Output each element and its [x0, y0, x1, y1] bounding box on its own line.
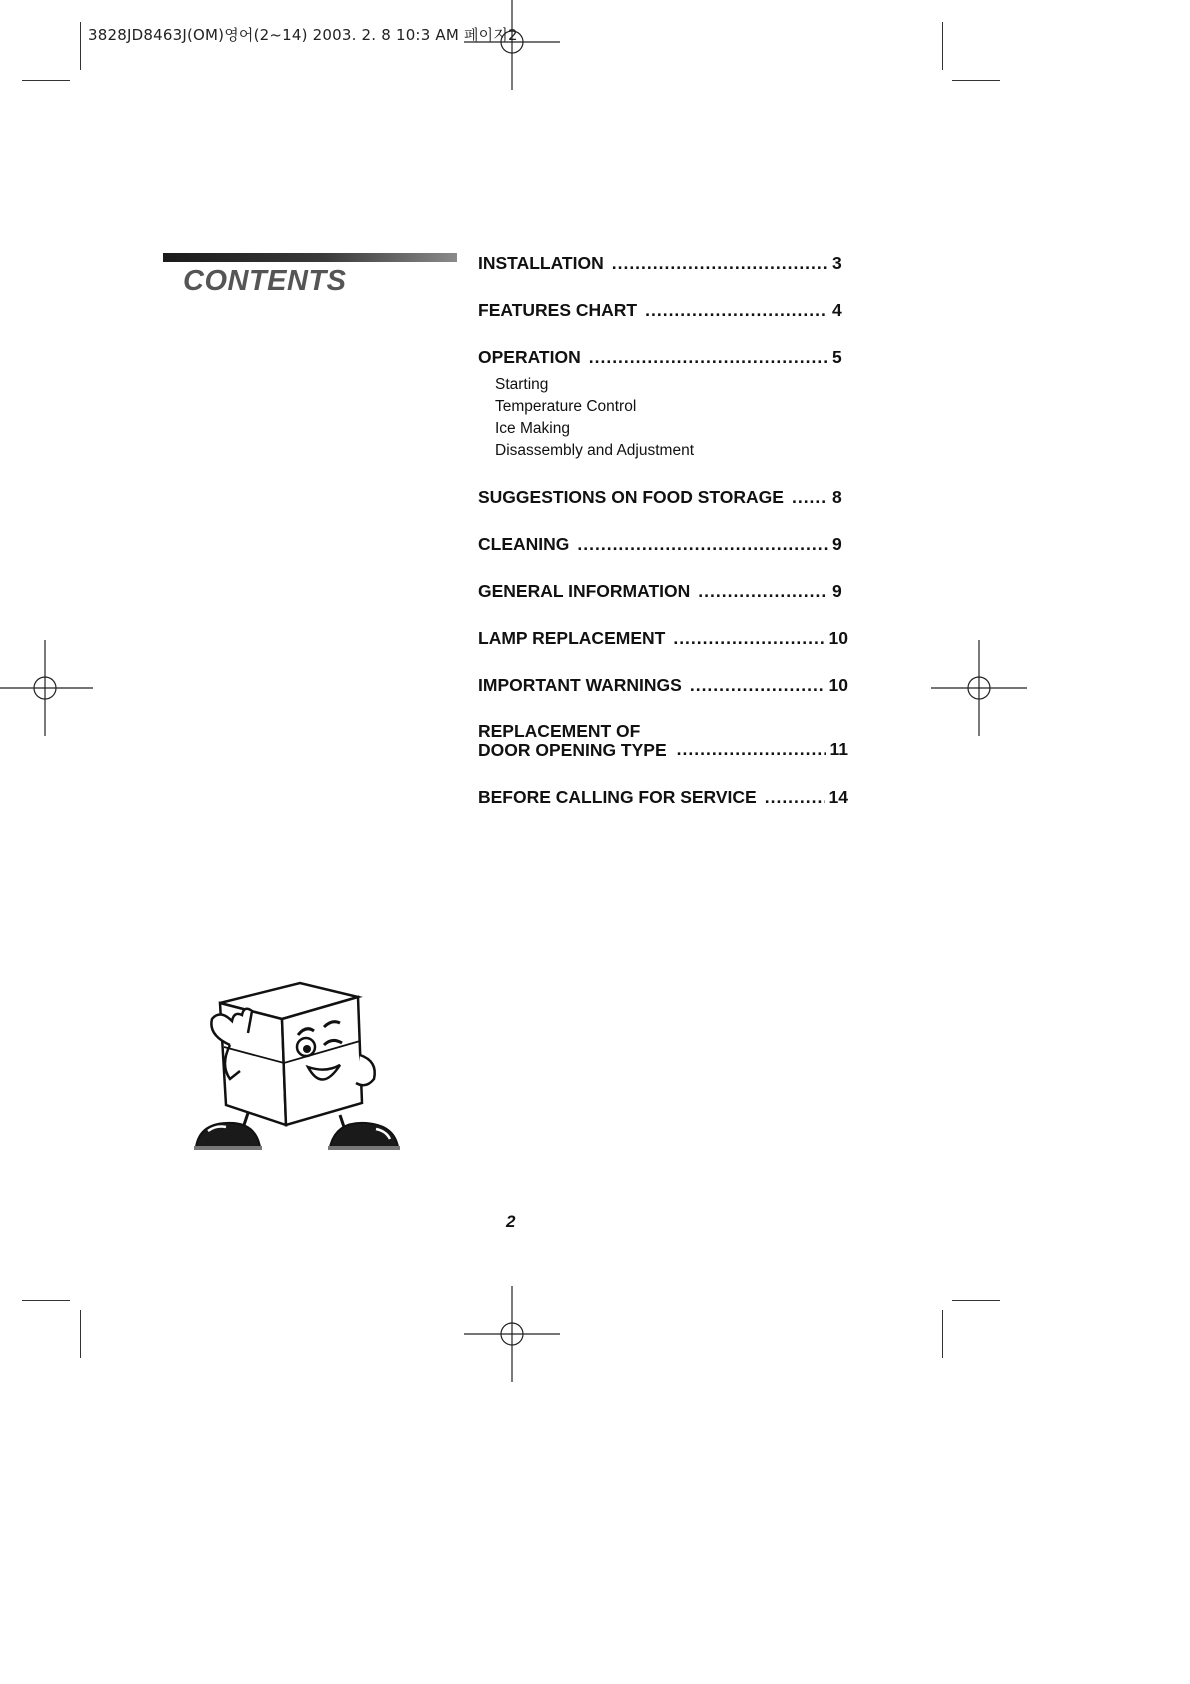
- toc-entry-label: INSTALLATION: [478, 253, 604, 273]
- registration-mark-icon: [464, 1286, 560, 1382]
- toc-entry-food-storage[interactable]: [478, 487, 848, 508]
- toc-entry-page: 9: [832, 534, 842, 554]
- toc-entry-label: FEATURES CHART: [478, 300, 638, 320]
- toc-entry-label-line1: REPLACEMENT OF: [478, 721, 641, 741]
- crop-mark: [80, 22, 81, 70]
- toc-subitem-starting[interactable]: Starting: [495, 376, 549, 393]
- toc-entry-general-information[interactable]: [478, 581, 848, 602]
- toc-leader-dots: [690, 675, 825, 696]
- toc-subitem-ice-making[interactable]: Ice Making: [495, 420, 570, 437]
- toc-entry-page: 3: [832, 253, 842, 273]
- toc-entry-label: BEFORE CALLING FOR SERVICE: [478, 787, 757, 807]
- registration-mark-icon: [0, 640, 93, 736]
- page-number: 2: [506, 1212, 516, 1231]
- crop-mark: [22, 1300, 70, 1301]
- crop-mark: [22, 80, 70, 81]
- toc-entry-label: SUGGESTIONS ON FOOD STORAGE: [478, 487, 784, 507]
- toc-entry-label: [478, 722, 677, 760]
- toc-leader-dots: [577, 534, 828, 555]
- toc-leader-dots: [645, 300, 828, 321]
- toc-entry-page: 4: [832, 300, 842, 320]
- print-slug: 3828JD8463J(OM)영어(2~14) 2003. 2. 8 10:3 AM 페이지2: [88, 26, 518, 44]
- toc-entry-page: 10: [828, 628, 848, 648]
- toc-entry-page: 5: [832, 347, 842, 367]
- toc-entry-page: 10: [828, 675, 848, 695]
- contents-title: CONTENTS: [183, 265, 347, 297]
- toc-leader-dots: [589, 347, 828, 368]
- registration-mark-icon: [464, 0, 560, 90]
- toc-entry-before-calling-service[interactable]: [478, 787, 848, 808]
- toc-leader-dots: [792, 487, 828, 508]
- toc-entry-operation[interactable]: [478, 347, 848, 368]
- toc-entry-label: LAMP REPLACEMENT: [478, 628, 666, 648]
- toc-entry-door-opening[interactable]: [478, 722, 848, 760]
- toc-subitem-temperature-control[interactable]: Temperature Control: [495, 398, 637, 415]
- crop-mark: [952, 80, 1000, 81]
- crop-mark: [942, 22, 943, 70]
- toc-entry-lamp-replacement[interactable]: [478, 628, 848, 649]
- toc-entry-page: 8: [832, 487, 842, 507]
- toc-entry-label: OPERATION: [478, 347, 581, 367]
- toc-entry-label: GENERAL INFORMATION: [478, 581, 691, 601]
- toc-leader-dots: [673, 628, 824, 649]
- toc-entry-installation[interactable]: [478, 253, 848, 274]
- crop-mark: [952, 1300, 1000, 1301]
- toc-leader-dots: [765, 787, 825, 808]
- toc-subitem-disassembly[interactable]: Disassembly and Adjustment: [495, 442, 695, 459]
- refrigerator-mascot-icon: [190, 975, 422, 1155]
- toc-leader-dots: [698, 581, 828, 602]
- toc-leader-dots: [612, 253, 828, 274]
- toc-entry-page: 14: [828, 787, 848, 807]
- crop-mark: [942, 1310, 943, 1358]
- toc-entry-page: 9: [832, 581, 842, 601]
- toc-leader-dots: [677, 739, 826, 760]
- toc-entry-important-warnings[interactable]: [478, 675, 848, 696]
- toc-entry-label: CLEANING: [478, 534, 570, 554]
- toc-entry-cleaning[interactable]: [478, 534, 848, 555]
- toc-entry-label: IMPORTANT WARNINGS: [478, 675, 682, 695]
- crop-mark: [80, 1310, 81, 1358]
- toc-entry-page: 11: [829, 739, 848, 759]
- toc-entry-label-line2: DOOR OPENING TYPE: [478, 740, 667, 760]
- contents-heading-bar: [163, 253, 457, 262]
- toc-entry-features-chart[interactable]: [478, 300, 848, 321]
- registration-mark-icon: [931, 640, 1027, 736]
